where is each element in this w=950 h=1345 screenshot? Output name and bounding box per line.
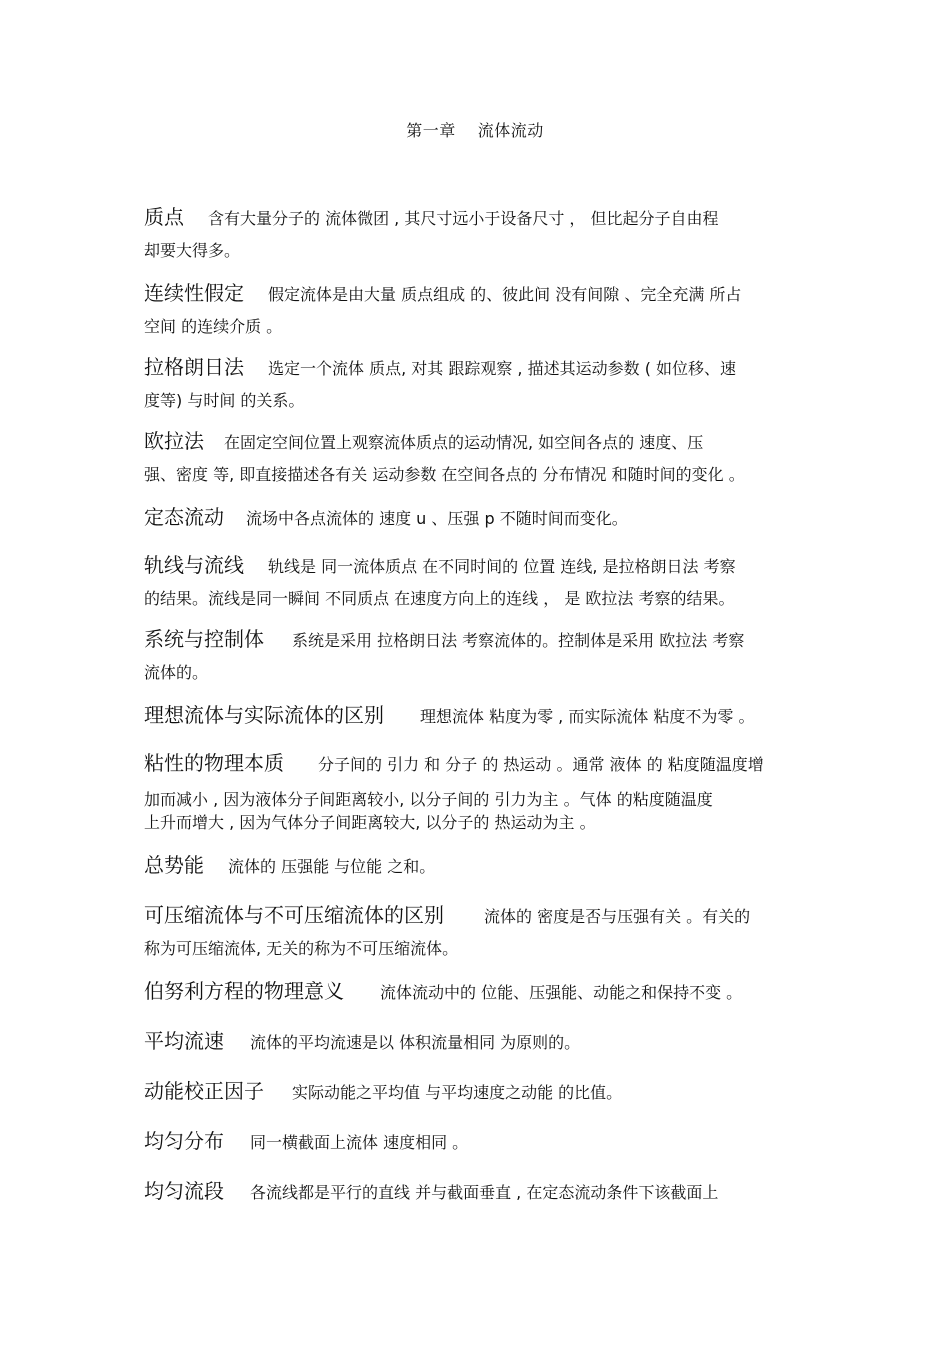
term: 理想流体与实际流体的区别	[144, 703, 384, 727]
definition-entry	[144, 698, 814, 732]
definition-text: 轨线是 同一流体质点 在不同时间的 位置 连线, 是拉格朗日法 考察	[268, 557, 736, 576]
definition-continuation: 上升而增大 , 因为气体分子间距离较大, 以分子的 热运动为主 。	[144, 813, 596, 832]
definition-text: 实际动能之平均值 与平均速度之动能 的比值。	[292, 1083, 623, 1102]
chapter-name: 流体流动	[477, 121, 544, 140]
chapter-title	[0, 118, 950, 141]
definition-continuation: 的结果。流线是同一瞬间 不同质点 在速度方向上的连线 ， 是 欧拉法 考察的结果。	[144, 589, 735, 608]
definition-entry	[144, 548, 814, 616]
term: 伯努利方程的物理意义	[144, 979, 344, 1003]
definition-continuation: 加而减小 , 因为液体分子间距离较小, 以分子间的 引力为主 。气体 的粘度随温度	[144, 790, 713, 809]
definition-text: 流体的 密度是否与压强有关 。有关的	[484, 907, 751, 926]
definition-continuation: 强、密度 等, 即直接描述各有关 运动参数 在空间各点的 分布情况 和随时间的变化 。	[144, 465, 745, 484]
term: 粘性的物理本质	[144, 751, 284, 775]
definition-continuation: 流体的。	[144, 663, 209, 682]
definition-entry	[144, 622, 814, 690]
definition-entry	[144, 500, 814, 534]
definition-entry	[144, 1174, 814, 1208]
definition-text: 流体的平均流速是以 体积流量相同 为原则的。	[250, 1033, 581, 1052]
term: 可压缩流体与不可压缩流体的区别	[144, 903, 444, 927]
definition-text: 流场中各点流体的 速度 u 、压强 p 不随时间而变化。	[246, 509, 628, 528]
chapter-number: 第一章	[406, 121, 456, 140]
definition-continuation: 称为可压缩流体, 无关的称为不可压缩流体。	[144, 939, 459, 958]
definition-entry	[144, 350, 814, 418]
definition-entry	[144, 1074, 814, 1108]
definition-text: 分子间的 引力 和 分子 的 热运动 。通常 液体 的 粘度随温度增	[318, 755, 764, 774]
definition-entry	[144, 848, 814, 882]
definition-text: 假定流体是由大量 质点组成 的、彼此间 没有间隙 、完全充满 所占	[268, 285, 742, 304]
term: 平均流速	[144, 1029, 224, 1053]
term: 系统与控制体	[144, 627, 264, 651]
definition-text: 各流线都是平行的直线 并与截面垂直 , 在定态流动条件下该截面上	[250, 1183, 719, 1202]
term: 总势能	[144, 853, 204, 877]
definition-text: 同一横截面上流体 速度相同 。	[250, 1133, 469, 1152]
definition-text: 流体的 压强能 与位能 之和。	[228, 857, 436, 876]
term: 定态流动	[144, 505, 224, 529]
term: 均匀分布	[144, 1129, 224, 1153]
definition-entry	[144, 276, 814, 344]
definition-entry	[144, 200, 814, 268]
definition-text: 系统是采用 拉格朗日法 考察流体的。控制体是采用 欧拉法 考察	[292, 631, 745, 650]
definition-text: 含有大量分子的 流体微团 , 其尺寸远小于设备尺寸 ， 但比起分子自由程	[208, 209, 719, 228]
term: 动能校正因子	[144, 1079, 264, 1103]
term: 连续性假定	[144, 281, 244, 305]
definition-entry	[144, 974, 814, 1008]
term: 欧拉法	[144, 429, 204, 453]
definition-text: 理想流体 粘度为零 , 而实际流体 粘度不为零 。	[420, 707, 755, 726]
definition-entry	[144, 424, 814, 492]
definition-entry	[144, 1024, 814, 1058]
definition-text: 在固定空间位置上观察流体质点的运动情况, 如空间各点的 速度、压	[224, 433, 704, 452]
definition-entry	[144, 1124, 814, 1158]
definition-continuation: 空间 的连续介质 。	[144, 317, 283, 336]
definition-entry	[144, 898, 814, 966]
term: 均匀流段	[144, 1179, 224, 1203]
term: 拉格朗日法	[144, 355, 244, 379]
definition-text: 流体流动中的 位能、压强能、动能之和保持不变 。	[380, 983, 743, 1002]
term: 质点	[144, 205, 184, 229]
definition-text: 选定一个流体 质点, 对其 跟踪观察 , 描述其运动参数 ( 如位移、速	[268, 359, 737, 378]
definition-entry	[144, 746, 814, 834]
definition-continuation: 却要大得多。	[144, 241, 241, 260]
definition-continuation: 度等) 与时间 的关系。	[144, 391, 305, 410]
term: 轨线与流线	[144, 553, 244, 577]
